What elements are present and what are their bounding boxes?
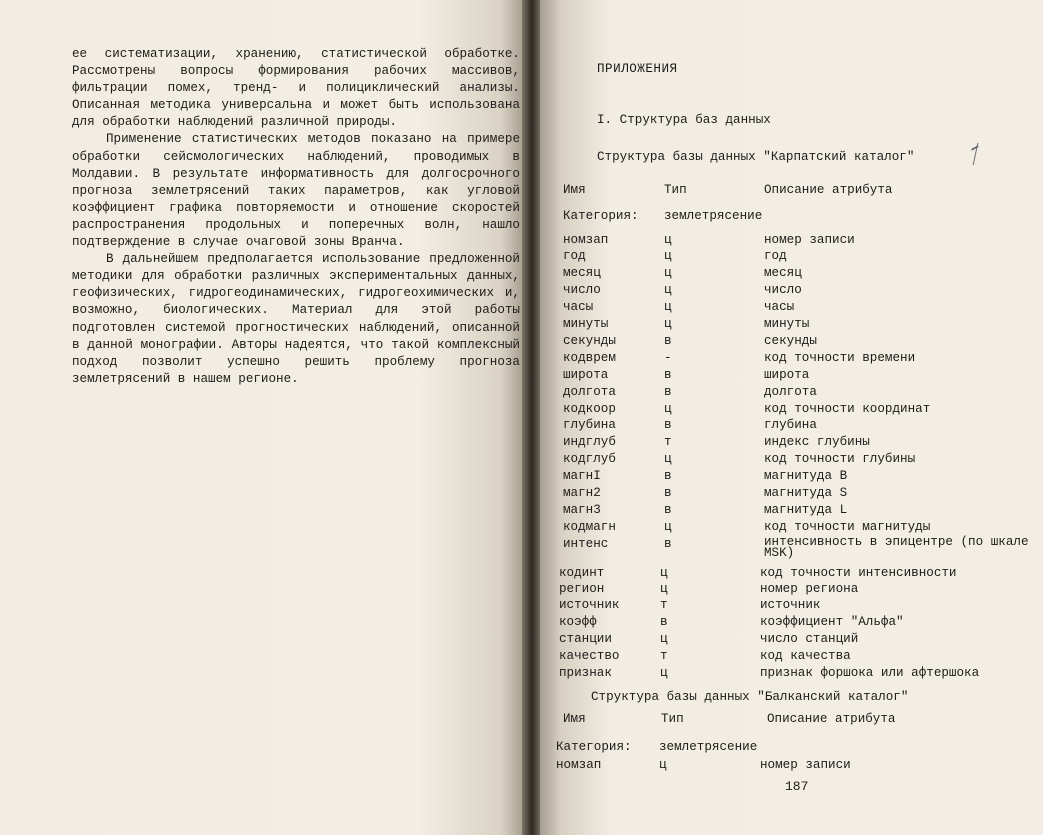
table-cell-name: кодкоор <box>563 402 616 416</box>
table-cell-type: ц <box>664 300 672 314</box>
table-cell-type: ц <box>664 402 672 416</box>
table-cell-description: код точности времени <box>764 351 916 365</box>
table-cell-description: индекс глубины <box>764 435 870 449</box>
table-cell-type: ц <box>664 233 672 247</box>
table-cell-description: код качества <box>760 649 851 663</box>
page-number: 187 <box>785 779 809 794</box>
table-cell-description: число <box>764 283 802 297</box>
table-cell-type: - <box>664 351 672 365</box>
table-cell-description: признак форшока или афтершока <box>760 666 980 680</box>
table-cell-type: в <box>664 368 672 382</box>
table-cell-name: кодмагн <box>563 520 616 534</box>
table-cell-name: минуты <box>563 317 609 331</box>
table-cell-type: в <box>664 503 672 517</box>
table-cell-type: ц <box>664 283 672 297</box>
table-cell-name: номзап <box>563 233 609 247</box>
table-cell-name: индглуб <box>563 435 616 449</box>
paragraph: В дальнейшем предполагается использование предложенной методики для обработки различных экспериментальных данных, геофизических, гидрогеодинамических, гидрогеохимических и, возможно, биологических. Материал для этой работы подготовлен системой прогностических наблюдений, описанной в данной монографии. Авторы надеятся, что такой комплексный подход позволит успешно решить проблему прогноза землетрясений в нашем регионе. <box>72 252 520 386</box>
column-header-name: Имя <box>563 183 586 197</box>
left-page-text <box>72 46 520 388</box>
column-header-type: Тип <box>664 183 687 197</box>
column-header-type: Тип <box>661 712 684 726</box>
book-gutter <box>522 0 540 835</box>
table-cell-name: магнI <box>563 469 601 483</box>
table-cell-description: код точности координат <box>764 402 931 416</box>
table-cell-description: минуты <box>764 317 810 331</box>
table-cell-name: интенс <box>563 537 609 551</box>
table-cell-description: секунды <box>764 334 817 348</box>
table-cell-description: широта <box>764 368 810 382</box>
table-cell-description: источник <box>760 598 821 612</box>
table-cell-name: кодглуб <box>563 452 616 466</box>
table-cell-type: в <box>664 418 672 432</box>
table-cell-type: в <box>664 385 672 399</box>
category-label: Категория: <box>563 209 639 223</box>
column-header-name: Имя <box>563 712 586 726</box>
table-cell-name: кодинт <box>559 566 605 580</box>
table-cell-name: часы <box>563 300 594 314</box>
table-cell-type: т <box>660 649 668 663</box>
table-cell-name: магн2 <box>563 486 601 500</box>
table-cell-description: номер записи <box>764 233 855 247</box>
column-header-description: Описание атрибута <box>764 183 893 197</box>
table-cell-type: ц <box>664 452 672 466</box>
category-value: землетрясение <box>659 740 758 754</box>
table-cell-type: в <box>664 334 672 348</box>
table-cell-type: ц <box>660 566 668 580</box>
table-cell-description: часы <box>764 300 795 314</box>
column-header-description: Описание атрибута <box>767 712 896 726</box>
table-cell-type: ц <box>660 632 668 646</box>
table-caption-carpathian: Структура базы данных "Карпатский каталог" <box>597 150 915 164</box>
table-cell-name: качество <box>559 649 620 663</box>
table-cell-name: месяц <box>563 266 601 280</box>
table-cell-type: ц <box>664 317 672 331</box>
table-cell-name: регион <box>559 582 605 596</box>
table-cell-type: в <box>664 486 672 500</box>
paragraph: Применение статистических методов показано на примере обработки сейсмологических наблюдений, проводимых в Молдавии. В результате информативность для долгосрочного прогноза землетрясений таких параметров, как угловой коэффициент графика повторяемости и отношение скоростей распространения продольных и поперечных волн, нашло подтверждение в случае очаговой зоны Вранча. <box>72 132 520 250</box>
table-cell-description: год <box>764 249 787 263</box>
table-cell-name: год <box>563 249 586 263</box>
category-label: Категория: <box>556 740 632 754</box>
table-cell-name: источник <box>559 598 620 612</box>
paragraph: ее систематизации, хранению, статистической обработке. Рассмотрены вопросы формирования рабочих массивов, фильтрации помех, тренд- и полициклический анализы. Описанная методика универсальна и может быть использована для обработки наблюдений различной природы. <box>72 47 520 130</box>
table-cell-description: номер записи <box>760 758 851 772</box>
table-cell-name: глубина <box>563 418 616 432</box>
table-cell-description: глубина <box>764 418 817 432</box>
table-cell-name: кодврем <box>563 351 616 365</box>
table-cell-type: ц <box>659 758 667 772</box>
table-cell-description: коэффициент "Альфа" <box>760 615 904 629</box>
appendix-title: ПРИЛОЖЕНИЯ <box>597 62 678 76</box>
table-cell-name: коэфф <box>559 615 597 629</box>
table-cell-name: долгота <box>563 385 616 399</box>
table-cell-description: магнитуда В <box>764 469 848 483</box>
table-cell-type: в <box>664 537 672 551</box>
table-cell-description: номер региона <box>760 582 859 596</box>
table-cell-type: т <box>664 435 672 449</box>
table-caption-balkan: Структура базы данных "Балканский каталог" <box>591 690 909 704</box>
table-cell-description: месяц <box>764 266 802 280</box>
table-cell-description: число станций <box>760 632 859 646</box>
table-cell-type: в <box>664 469 672 483</box>
table-cell-name: секунды <box>563 334 616 348</box>
table-cell-name: широта <box>563 368 609 382</box>
table-cell-type: в <box>660 615 668 629</box>
table-cell-name: магн3 <box>563 503 601 517</box>
table-cell-type: ц <box>664 266 672 280</box>
section-title: I. Структура баз данных <box>597 113 771 127</box>
table-cell-type: т <box>660 598 668 612</box>
table-cell-description: код точности магнитуды <box>764 520 931 534</box>
table-cell-name: признак <box>559 666 612 680</box>
table-cell-type: ц <box>660 666 668 680</box>
table-cell-type: ц <box>664 249 672 263</box>
table-cell-description: долгота <box>764 385 817 399</box>
table-cell-description: код точности глубины <box>764 452 916 466</box>
table-cell-name: число <box>563 283 601 297</box>
table-cell-description: интенсивность в эпицентре (по шкале MSK) <box>764 535 1029 560</box>
table-cell-description: магнитуда L <box>764 503 848 517</box>
table-cell-description: магнитуда S <box>764 486 848 500</box>
table-cell-type: ц <box>664 520 672 534</box>
table-cell-description: код точности интенсивности <box>760 566 957 580</box>
table-cell-type: ц <box>660 582 668 596</box>
table-cell-name: номзап <box>556 758 602 772</box>
category-value: землетрясение <box>664 209 763 223</box>
table-cell-name: станции <box>559 632 612 646</box>
